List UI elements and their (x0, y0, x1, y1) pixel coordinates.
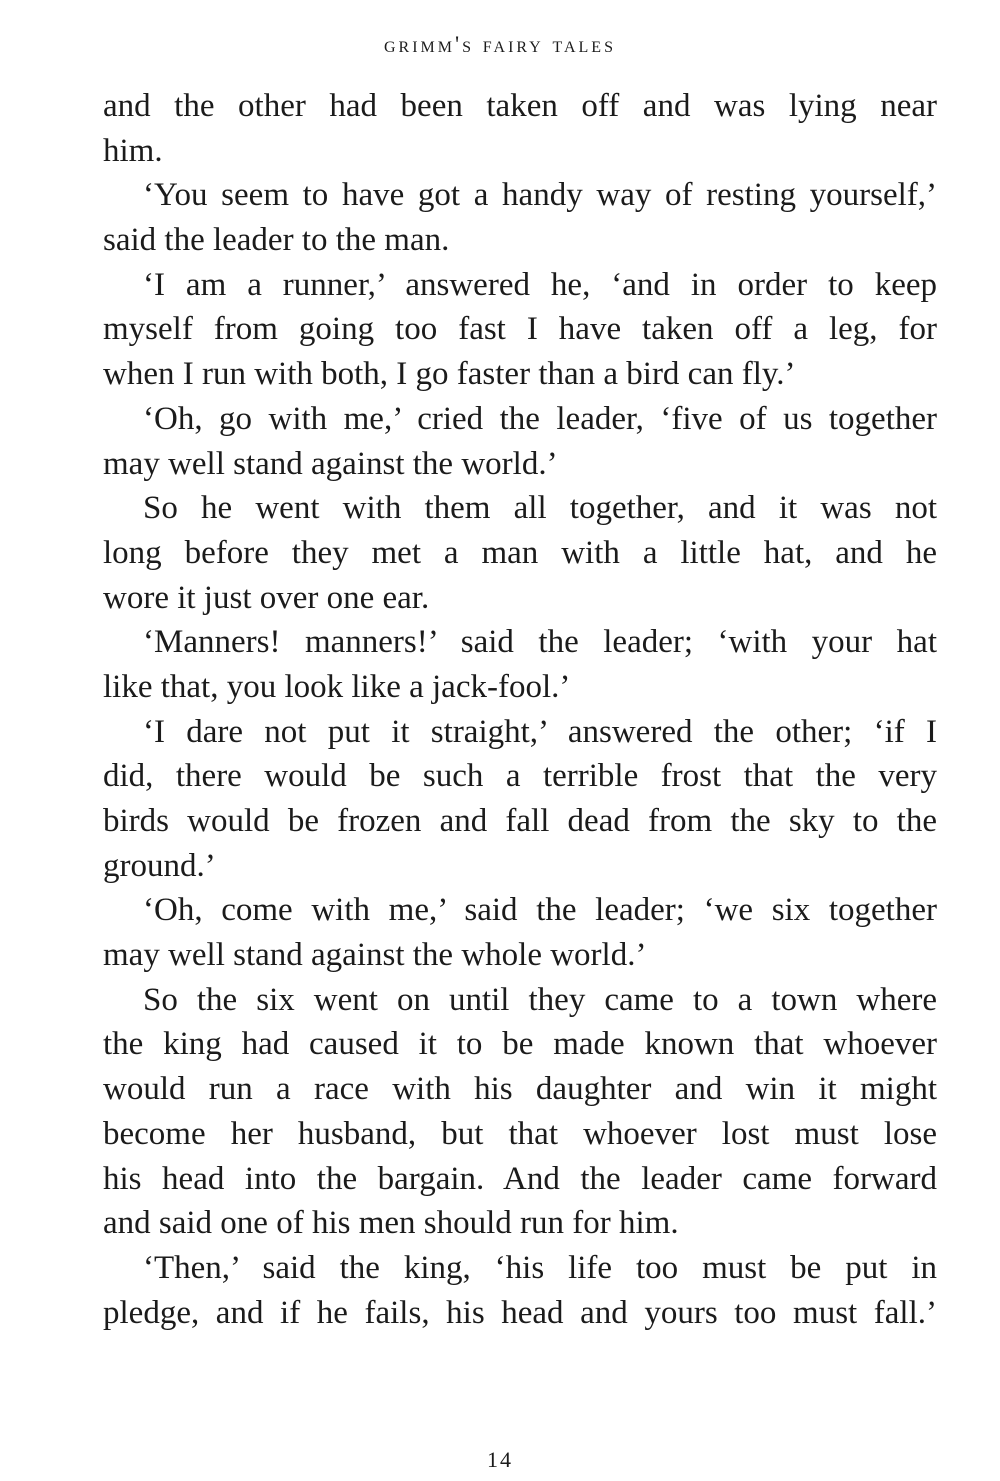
text-line: ‘Oh, come with me,’ said the leader; ‘we six together (143, 892, 937, 929)
text-line: did, there would be such a terrible frost that the very (103, 758, 937, 795)
text-line: ‘Then,’ said the king, ‘his life too must be put in (143, 1249, 937, 1286)
text-line: his head into the bargain. And the leader came forward (103, 1160, 937, 1197)
text-line: may well stand against the whole world.’ (103, 937, 647, 974)
text-line: So he went with them all together, and it was not (143, 490, 937, 527)
text-line: ‘I am a runner,’ answered he, ‘and in order to keep (143, 266, 937, 303)
text-line: him. (103, 132, 163, 169)
text-line: may well stand against the world.’ (103, 445, 558, 482)
text-line: when I run with both, I go faster than a bird can fly.’ (103, 356, 796, 393)
text-line: birds would be frozen and fall dead from the sky to the (103, 803, 937, 839)
text-line: wore it just over one ear. (103, 579, 430, 616)
text-line: ground.’ (103, 847, 216, 884)
text-line: become her husband, but that whoever lost must lose (103, 1115, 937, 1152)
text-line: long before they met a man with a little hat, and he (103, 534, 937, 571)
text-line: like that, you look like a jack-fool.’ (103, 668, 571, 705)
page-number: 14 (487, 1447, 513, 1472)
text-line: would run a race with his daughter and win it might (103, 1071, 937, 1108)
text-line: and said one of his men should run for him. (103, 1205, 679, 1242)
text-line: ‘You seem to have got a handy way of resting yourself,’ (143, 177, 937, 214)
text-line: ‘Manners! manners!’ said the leader; ‘with your hat (143, 624, 937, 661)
text-line: and the other had been taken off and was lying near (103, 88, 937, 124)
text-line: ‘I dare not put it straight,’ answered the other; ‘if I (143, 713, 937, 750)
text-line: pledge, and if he fails, his head and yours too must fall.’ (103, 1294, 937, 1331)
text-line: said the leader to the man. (103, 222, 450, 259)
text-line: So the six went on until they came to a town where (143, 981, 937, 1018)
text-line: the king had caused it to be made known that whoever (103, 1026, 937, 1063)
text-line: ‘Oh, go with me,’ cried the leader, ‘five of us together (143, 400, 937, 437)
running-head: grimm's fairy tales (384, 32, 616, 57)
text-line: myself from going too fast I have taken off a leg, for (103, 311, 937, 348)
body-text (103, 84, 937, 1335)
